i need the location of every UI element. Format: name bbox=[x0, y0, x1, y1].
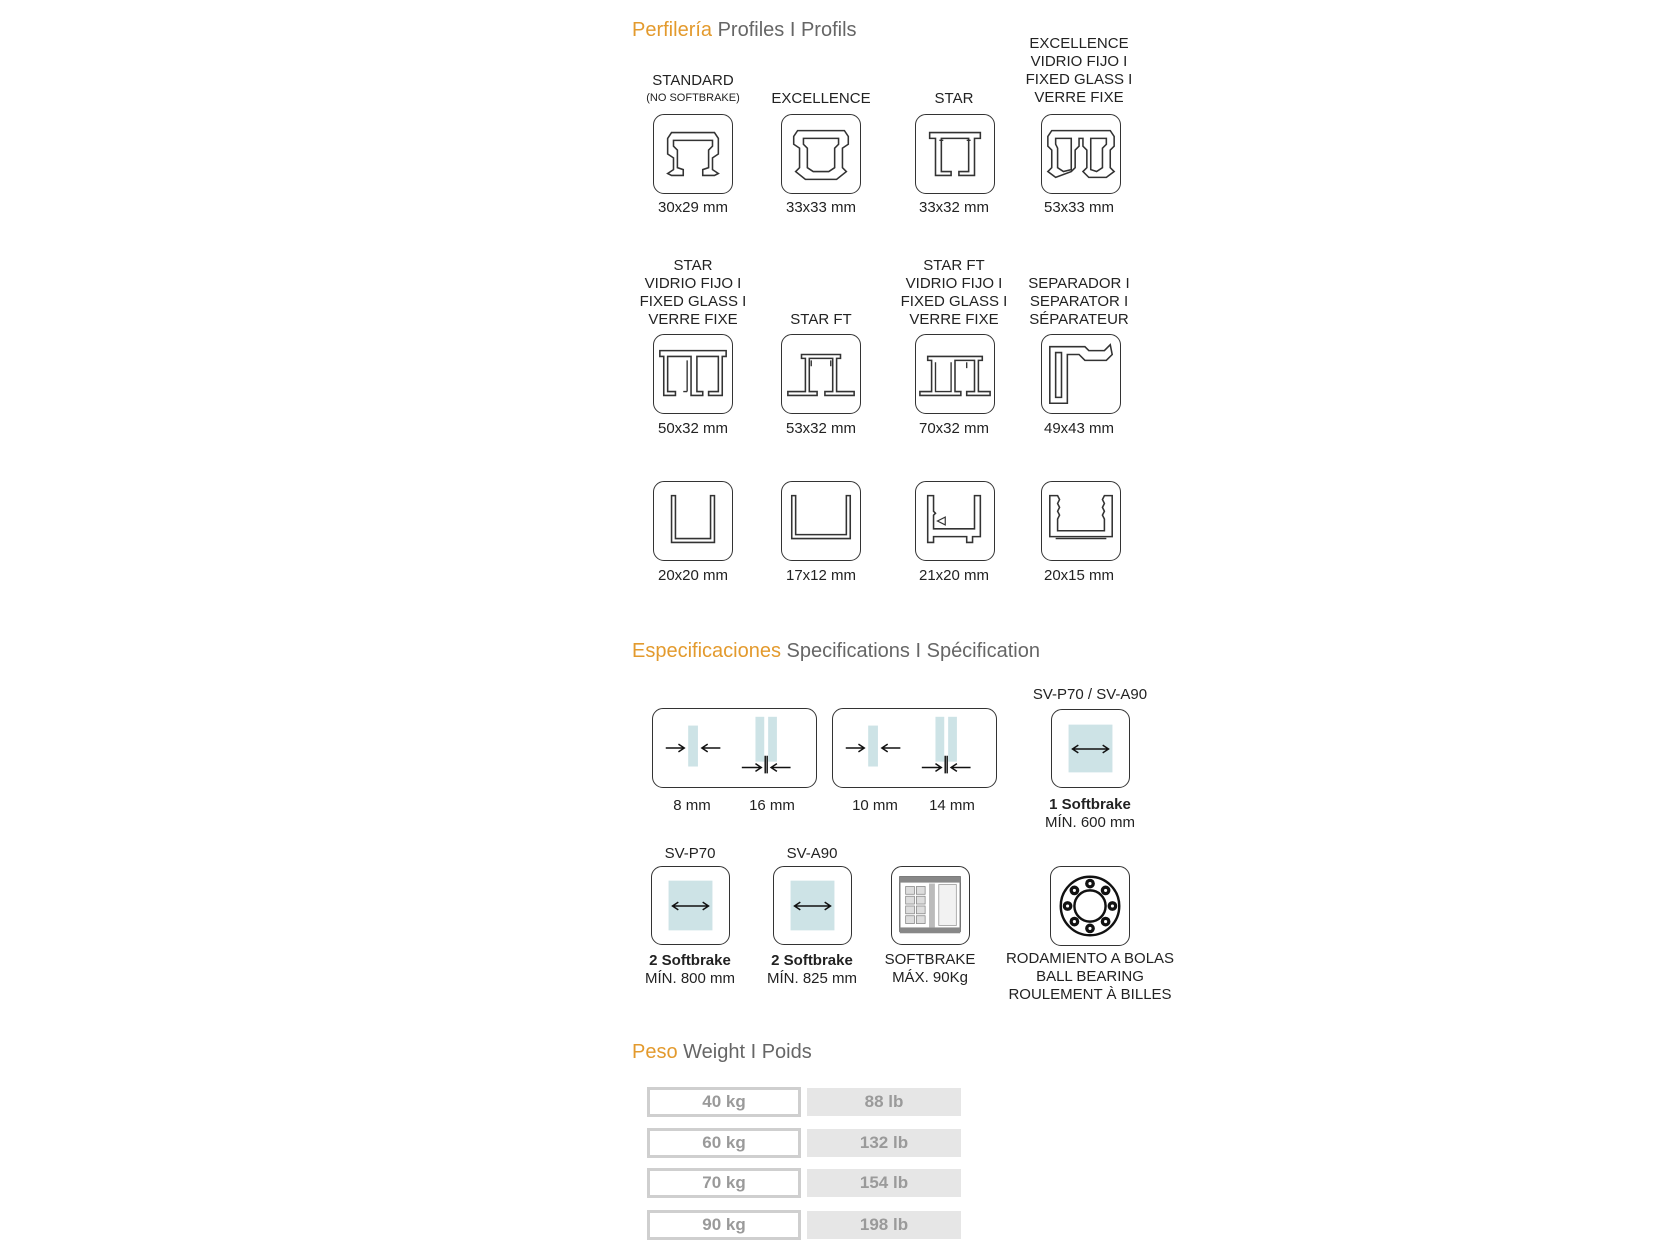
profile-label-star-fixed-glass: STAR VIDRIO FIJO I FIXED GLASS I VERRE FIXE bbox=[639, 257, 747, 328]
model-label: SV-P70 / SV-A90 bbox=[1032, 686, 1148, 703]
weight-kg: 70 kg bbox=[647, 1168, 801, 1198]
profile-dim: 53x32 mm bbox=[785, 420, 857, 437]
profile-dim: 20x20 mm bbox=[657, 567, 729, 584]
excellence-profile-icon bbox=[781, 114, 861, 194]
ball-bearing-caption: RODAMIENTO A BOLAS BALL BEARING ROULEMENT À BILLES bbox=[1005, 950, 1175, 1003]
one-softbrake-caption: 1 Softbrake MÍN. 600 mm bbox=[1044, 796, 1135, 831]
weight-kg: 60 kg bbox=[647, 1128, 801, 1158]
weight-section-title: Peso Weight I Poids bbox=[632, 1041, 812, 1063]
profile-dim: 49x43 mm bbox=[1043, 420, 1115, 437]
profile-label-star: STAR bbox=[934, 90, 974, 107]
profile-label-star-ft-fixed-glass: STAR FT VIDRIO FIJO I FIXED GLASS I VERRE FIXE bbox=[900, 257, 1008, 328]
model-label: SV-A90 bbox=[786, 845, 838, 862]
specifications-section-title: Especificaciones Specifications I Spécification bbox=[632, 640, 1040, 662]
profile-dim: 33x32 mm bbox=[918, 199, 990, 216]
excellence-fixed-glass-profile-icon bbox=[1041, 114, 1121, 194]
profile-label-separator: SEPARADOR I SEPARATOR I SÉPARATEUR bbox=[1028, 275, 1130, 328]
u-channel-17-icon bbox=[781, 481, 861, 561]
star-ft-profile-icon bbox=[781, 334, 861, 414]
profile-label-standard: STANDARD (NO SOFTBRAKE) bbox=[646, 72, 740, 104]
glass-single-thickness: 8 mm bbox=[673, 797, 711, 814]
glass-double-thickness: 14 mm bbox=[929, 797, 975, 814]
profile-dim: 17x12 mm bbox=[785, 567, 857, 584]
profile-dim: 50x32 mm bbox=[657, 420, 729, 437]
weight-kg: 40 kg bbox=[647, 1087, 801, 1117]
two-softbrake-p70-icon bbox=[651, 866, 730, 945]
standard-profile-icon bbox=[653, 114, 733, 194]
weight-lb: 198 lb bbox=[807, 1211, 961, 1239]
star-fixed-glass-profile-icon bbox=[653, 334, 733, 414]
ball-bearing-icon bbox=[1050, 866, 1130, 946]
glass-thickness-10-14-icon bbox=[832, 708, 997, 788]
one-softbrake-icon bbox=[1051, 709, 1130, 788]
weight-lb: 132 lb bbox=[807, 1129, 961, 1157]
weight-lb: 154 lb bbox=[807, 1169, 961, 1197]
profile-dim: 20x15 mm bbox=[1043, 567, 1115, 584]
two-softbrake-a90-icon bbox=[773, 866, 852, 945]
glass-single-thickness: 10 mm bbox=[852, 797, 898, 814]
star-ft-fixed-glass-profile-icon bbox=[915, 334, 995, 414]
softbrake-mechanism-icon bbox=[891, 866, 970, 945]
model-label: SV-P70 bbox=[664, 845, 716, 862]
guide-channel-20-icon bbox=[1041, 481, 1121, 561]
softbrake-max-caption: SOFTBRAKE MÁX. 90Kg bbox=[884, 951, 976, 986]
two-softbrake-p70-caption: 2 Softbrake MÍN. 800 mm bbox=[644, 952, 735, 987]
separator-profile-icon bbox=[1041, 334, 1121, 414]
profiles-section-title: Perfilería Profiles I Profils bbox=[632, 19, 857, 41]
profile-dim: 30x29 mm bbox=[657, 199, 729, 216]
profile-dim: 70x32 mm bbox=[918, 420, 990, 437]
glass-double-thickness: 16 mm bbox=[749, 797, 795, 814]
profile-dim: 53x33 mm bbox=[1043, 199, 1115, 216]
weight-kg: 90 kg bbox=[647, 1210, 801, 1240]
two-softbrake-a90-caption: 2 Softbrake MÍN. 825 mm bbox=[766, 952, 857, 987]
profile-label-excellence-fixed-glass: EXCELLENCE VIDRIO FIJO I FIXED GLASS I VERRE FIXE bbox=[1025, 35, 1133, 106]
profile-dim: 21x20 mm bbox=[918, 567, 990, 584]
guide-channel-21-icon bbox=[915, 481, 995, 561]
star-profile-icon bbox=[915, 114, 995, 194]
weight-lb: 88 lb bbox=[807, 1088, 961, 1116]
glass-thickness-8-16-icon bbox=[652, 708, 817, 788]
profile-label-excellence: EXCELLENCE bbox=[771, 90, 871, 107]
profile-label-star-ft: STAR FT bbox=[790, 311, 852, 328]
profile-dim: 33x33 mm bbox=[785, 199, 857, 216]
u-channel-20-icon bbox=[653, 481, 733, 561]
